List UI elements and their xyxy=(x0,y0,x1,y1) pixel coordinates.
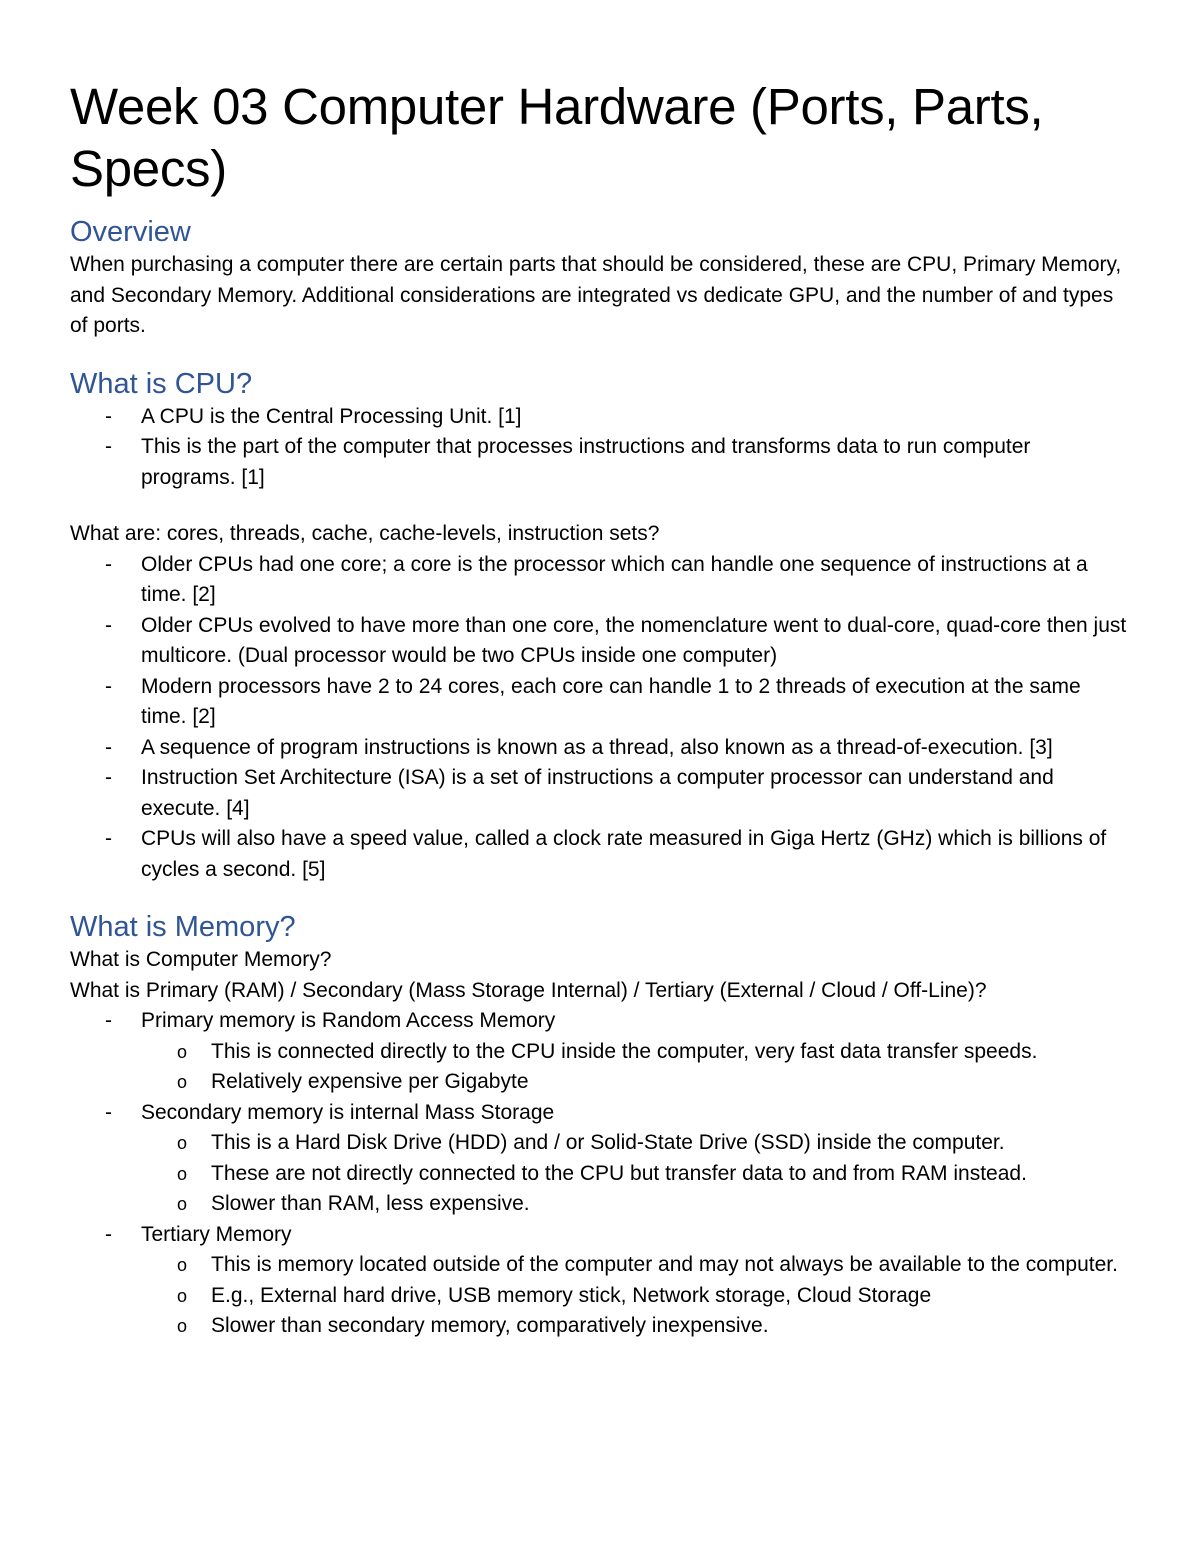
dash-marker: - xyxy=(105,827,112,850)
memory-list xyxy=(70,1006,1128,1342)
dash-marker: - xyxy=(105,613,112,637)
list-item xyxy=(70,550,1128,611)
sub-list xyxy=(141,1128,1128,1220)
dash-marker: - xyxy=(105,1100,112,1124)
list-item xyxy=(70,824,1128,885)
dash-marker: - xyxy=(105,1009,112,1032)
dash-marker: - xyxy=(105,766,112,789)
sub-list xyxy=(141,1250,1128,1342)
list-item-text: Modern processors have 2 to 24 cores, each core can handle 1 to 2 threads of execution at the same time. [2] xyxy=(141,674,1081,728)
dash-marker: - xyxy=(105,674,112,698)
list-item-text: Primary memory is Random Access Memory xyxy=(141,1009,556,1032)
list-item xyxy=(70,763,1128,824)
list-item-text: Older CPUs evolved to have more than one core, the nomenclature went to dual-core, quad-core then just multicore. (Dual processor would be two CPUs inside one computer) xyxy=(141,613,1127,667)
sub-list-item xyxy=(141,1159,1128,1190)
circle-marker: o xyxy=(177,1041,188,1062)
page-title: Week 03 Computer Hardware (Ports, Parts, Specs) xyxy=(70,78,1044,197)
cpu-heading: What is CPU? xyxy=(70,367,253,400)
sub-list-item-text: Slower than RAM, less expensive. xyxy=(211,1192,530,1215)
sub-list-item-text: Slower than secondary memory, comparatively inexpensive. xyxy=(211,1314,769,1337)
sub-list-item xyxy=(141,1189,1128,1220)
overview-heading: Overview xyxy=(70,216,191,248)
dash-marker: - xyxy=(105,1222,112,1246)
dash-marker: - xyxy=(105,552,112,576)
sub-list-item-text: These are not directly connected to the CPU but transfer data to and from RAM instead. xyxy=(211,1161,1027,1185)
sub-list xyxy=(141,1037,1128,1098)
circle-marker: o xyxy=(177,1072,188,1092)
sub-list-item xyxy=(141,1067,1128,1098)
sub-list-item xyxy=(141,1311,1128,1342)
sub-list-item-text: E.g., External hard drive, USB memory stick, Network storage, Cloud Storage xyxy=(211,1283,932,1307)
list-item-text: A sequence of program instructions is known as a thread, also known as a thread-of-execution. [3] xyxy=(141,735,1053,759)
overview-text: When purchasing a computer there are certain parts that should be considered, these are CPU, Primary Memory, and Secondary Memory. Additional considerations are integrated vs dedicate GPU, and the number of and types of ports. xyxy=(70,253,1122,337)
sub-list-item-text: This is connected directly to the CPU inside the computer, very fast data transfer speeds. xyxy=(211,1039,1038,1063)
circle-marker: o xyxy=(177,1194,188,1214)
memory-question-2: What is Primary (RAM) / Secondary (Mass Storage Internal) / Tertiary (External / Cloud / Off-Line)? xyxy=(70,978,987,1002)
list-item xyxy=(70,733,1128,764)
circle-marker: o xyxy=(177,1285,188,1306)
list-item xyxy=(70,672,1128,733)
sub-list-item xyxy=(141,1281,1128,1312)
list-item xyxy=(70,1220,1128,1342)
sub-list-item xyxy=(141,1128,1128,1159)
list-item xyxy=(70,432,1128,493)
circle-marker: o xyxy=(177,1133,188,1153)
memory-heading: What is Memory? xyxy=(70,911,296,943)
sub-list-item-text: Relatively expensive per Gigabyte xyxy=(211,1070,529,1093)
dash-marker: - xyxy=(105,735,112,759)
list-item xyxy=(70,1098,1128,1220)
list-item-text: Instruction Set Architecture (ISA) is a set of instructions a computer processor can understand and execute. [4] xyxy=(141,766,1054,820)
cpu-detail-list xyxy=(70,550,1128,886)
list-item-text: Secondary memory is internal Mass Storage xyxy=(141,1100,555,1124)
memory-question-1: What is Computer Memory? xyxy=(70,948,332,971)
dash-marker: - xyxy=(105,435,112,458)
cpu-question: What are: cores, threads, cache, cache-levels, instruction sets? xyxy=(70,522,660,545)
circle-marker: o xyxy=(177,1255,188,1275)
cpu-bullet-list xyxy=(70,402,1128,494)
list-item xyxy=(70,402,1128,433)
list-item-text: This is the part of the computer that processes instructions and transforms data to run computer programs. [1] xyxy=(141,435,1031,489)
sub-list-item xyxy=(141,1250,1128,1281)
dash-marker: - xyxy=(105,404,112,428)
circle-marker: o xyxy=(177,1163,188,1184)
list-item xyxy=(70,611,1128,672)
sub-list-item-text: This is memory located outside of the computer and may not always be available to the computer. xyxy=(211,1253,1118,1276)
list-item-text: CPUs will also have a speed value, called a clock rate measured in Giga Hertz (GHz) which is billions of cycles a second. [5] xyxy=(141,827,1107,881)
list-item-text: Older CPUs had one core; a core is the processor which can handle one sequence of instructions at a time. [2] xyxy=(141,552,1088,606)
sub-list-item-text: This is a Hard Disk Drive (HDD) and / or Solid-State Drive (SSD) inside the computer. xyxy=(211,1131,1005,1154)
circle-marker: o xyxy=(177,1316,188,1336)
sub-list-item xyxy=(141,1037,1128,1068)
list-item xyxy=(70,1006,1128,1098)
list-item-text: Tertiary Memory xyxy=(141,1222,292,1246)
list-item-text: A CPU is the Central Processing Unit. [1] xyxy=(141,404,522,428)
